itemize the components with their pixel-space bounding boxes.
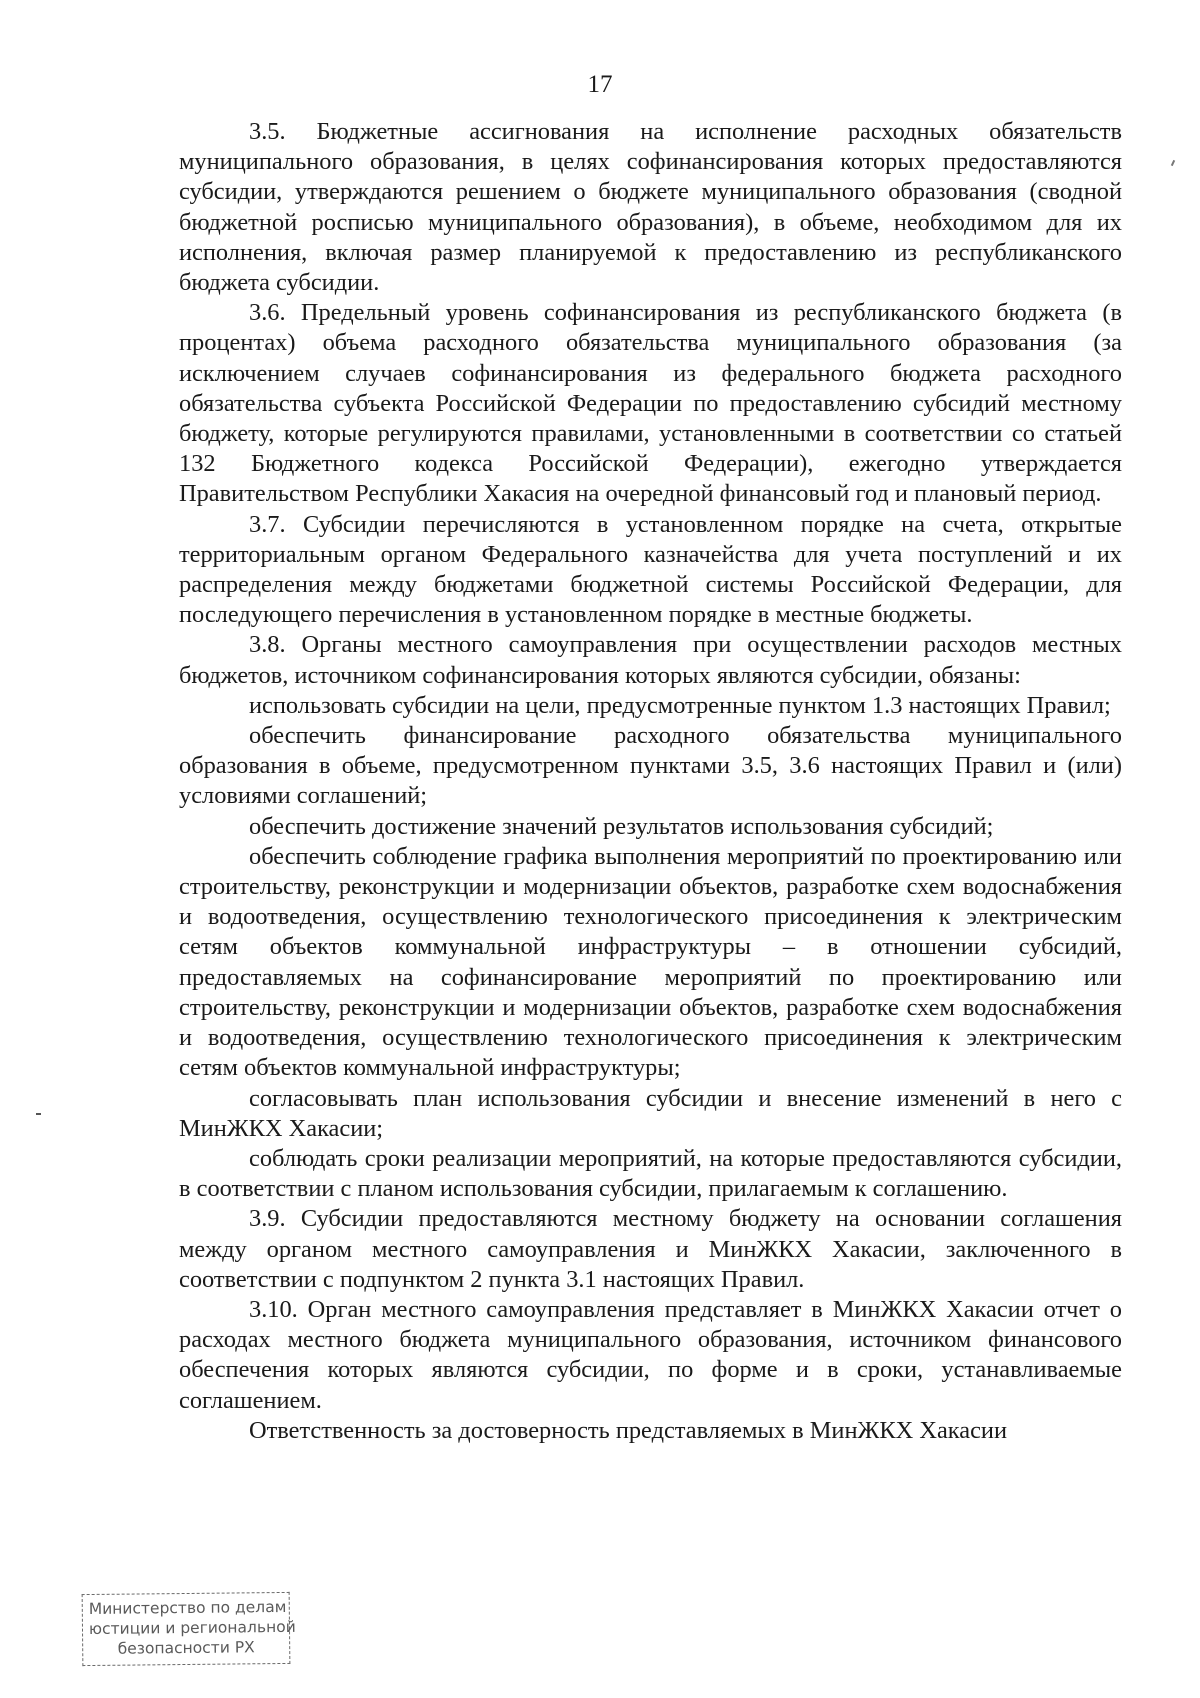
obligation-item: использовать субсидии на цели, предусмотренные пунктом 1.3 настоящих Правил; <box>249 691 1111 719</box>
paragraph-3-9: 3.9. Субсидии предоставляются местному бюджету на основании соглашения между органом местного самоуправления и МинЖКХ Хакасии, заключенного в соответствии с подпунктом 2 пункта 3.1 настоящих Правил. <box>179 1205 1122 1293</box>
paragraph-responsibility: Ответственность за достоверность представляемых в МинЖКХ Хакасии <box>249 1416 1008 1444</box>
obligation-item: согласовывать план использования субсидии и внесение изменений в него с МинЖКХ Хакасии; <box>179 1084 1122 1142</box>
paragraph-3-8: 3.8. Органы местного самоуправления при осуществлении расходов местных бюджетов, источником софинансирования которых являются субсидии, обязаны: <box>179 631 1122 689</box>
ministry-stamp <box>82 1592 296 1666</box>
obligation-item: обеспечить финансирование расходного обязательства муниципального образования в объеме, предусмотренном пунктами 3.5, 3.6 настоящих Правил и (или) условиями соглашений; <box>179 722 1122 810</box>
obligation-item: обеспечить соблюдение графика выполнения мероприятий по проектированию или строительству, реконструкции и модернизации объектов, разработке схем водоснабжения и водоотведения, осуществлению технологического присоединения к электрическим сетям объектов коммунальной инфраструктуры – в отношении субсидий, предоставляемых на софинансирование мероприятий по проектированию или строительству, реконструкции и модернизации объектов, разработке схем водоснабжения и водоотведения, осуществлению технологического присоединения к электрическим сетям объектов коммунальной инфраструктуры; <box>179 842 1122 1082</box>
stamp-line: Министерство по делам <box>88 1597 287 1619</box>
document-body <box>179 117 1122 1446</box>
stamp-line: юстиции и региональной <box>88 1617 296 1639</box>
obligation-item: обеспечить достижение значений результатов использования субсидий; <box>249 812 994 840</box>
paragraph-3-6: 3.6. Предельный уровень софинансирования из республиканского бюджета (в процентах) объема расходного обязательства муниципального образования (за исключением случаев софинансирования из федерального бюджета расходного обязательства субъекта Российской Федерации по предоставлению субсидий местному бюджету, которые регулируются правилами, установленными в соответствии со статьей 132 Бюджетного кодекса Российской Федерации), ежегодно утверждается Правительством Республики Хакасия на очередной финансовый год и плановый период. <box>179 299 1122 508</box>
page-number: 17 <box>587 71 613 98</box>
margin-mark-top <box>1171 160 1175 166</box>
obligation-item: соблюдать сроки реализации мероприятий, на которые предоставляются субсидии, в соответствии с планом использования субсидии, прилагаемым к соглашению. <box>179 1144 1122 1203</box>
margin-mark-left <box>36 1113 41 1115</box>
paragraph-3-10: 3.10. Орган местного самоуправления представляет в МинЖКХ Хакасии отчет о расходах местного бюджета муниципального образования, источником финансового обеспечения которых являются субсидии, по форме и в сроки, устанавливаемые соглашением. <box>179 1295 1122 1414</box>
stamp-line: безопасности РХ <box>117 1638 255 1658</box>
paragraph-3-7: 3.7. Субсидии перечисляются в установленном порядке на счета, открытые территориальным органом Федерального казначейства для учета поступлений и их распределения между бюджетами бюджетной системы Российской Федерации, для последующего перечисления в установленном порядке в местные бюджеты. <box>179 510 1122 629</box>
paragraph-3-5: 3.5. Бюджетные ассигнования на исполнение расходных обязательств муниципального образования, в целях софинансирования которых предоставляются субсидии, утверждаются решением о бюджете муниципального образования (сводной бюджетной росписью муниципального образования), в объеме, необходимом для их исполнения, включая размер планируемой к предоставлению из республиканского бюджета субсидии. <box>179 118 1122 297</box>
